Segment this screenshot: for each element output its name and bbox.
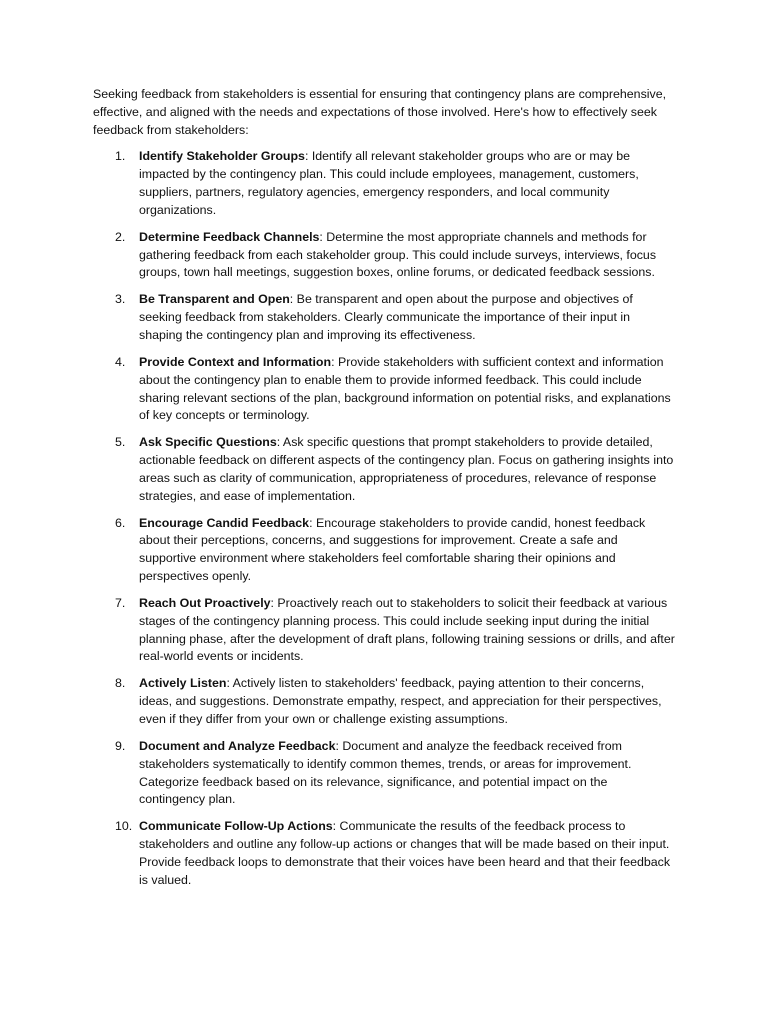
item-number: 1.	[115, 149, 126, 164]
item-text: : Provide stakeholders with sufficient context and information about the contingency plan to enable them to provide informed feedback. This could include sharing relevant sections of the plan, background information on potential risks, and explanations of key concepts or terminology.	[139, 354, 671, 423]
item-text: : Encourage stakeholders to provide candid, honest feedback about their perceptions, concerns, and suggestions for improvement. Create a safe and supportive environment where stakeholders feel comfortable sharing their opinions and perspectives openly.	[139, 515, 646, 584]
item-title: Encourage Candid Feedback	[139, 515, 310, 530]
item-text: : Document and analyze the feedback received from stakeholders systematically to identify common themes, trends, or areas for improvement. Categorize feedback based on its relevance, significance, and potential impact on the contingency plan.	[139, 739, 632, 807]
item-text: : Proactively reach out to stakeholders to solicit their feedback at various stages of the contingency planning process. This could include seeking input during the initial planning phase, after the development of draft plans, following training sessions or drills, and after real-world events or incidents.	[139, 596, 675, 664]
list-item	[93, 434, 675, 505]
item-title: Provide Context and Information	[139, 354, 332, 369]
list-item	[93, 818, 675, 889]
list-item	[93, 515, 675, 586]
document-page	[93, 86, 675, 899]
item-title: Document and Analyze Feedback	[139, 739, 336, 753]
item-title: Be Transparent and Open	[139, 292, 290, 307]
item-number: 8.	[115, 676, 126, 691]
item-text: : Determine the most appropriate channels and methods for gathering feedback from each stakeholder group. This could include surveys, interviews, focus groups, town hall meetings, suggestion boxes, online forums, or dedicated feedback sessions.	[139, 229, 657, 280]
item-title: Determine Feedback Channels	[139, 229, 320, 244]
list-item	[93, 738, 675, 809]
item-title: Identify Stakeholder Groups	[139, 149, 305, 164]
item-title: Reach Out Proactively	[139, 596, 271, 611]
item-text: : Actively listen to stakeholders' feedback, paying attention to their concerns, ideas, and suggestions. Demonstrate empathy, respect, and appreciation for their perspectives, even if they differ from your own or challenge existing assumptions.	[139, 676, 662, 727]
item-number: 7.	[115, 596, 126, 611]
list-item	[93, 148, 675, 219]
list-item	[93, 595, 675, 666]
item-number: 10.	[115, 819, 133, 834]
item-number: 2.	[115, 229, 126, 244]
item-title: Actively Listen	[139, 676, 227, 691]
item-number: 6.	[115, 515, 126, 530]
item-number: 4.	[115, 354, 126, 369]
intro-paragraph: Seeking feedback from stakeholders is essential for ensuring that contingency plans are comprehensive, effective, and aligned with the needs and expectations of those involved. Here's how to effectively seek feedback from stakeholders:	[93, 87, 667, 137]
list-item	[93, 291, 675, 344]
feedback-steps-list	[93, 148, 675, 889]
item-number: 9.	[115, 739, 126, 753]
item-title: Ask Specific Questions	[139, 435, 277, 450]
item-text: : Communicate the results of the feedback process to stakeholders and outline any follow-up actions or changes that will be made based on their input. Provide feedback loops to demonstrate that their voices have been heard and that their feedback is valued.	[139, 819, 671, 887]
item-number: 5.	[115, 435, 126, 450]
item-title: Communicate Follow-Up Actions	[139, 819, 333, 834]
list-item	[93, 229, 675, 282]
item-number: 3.	[115, 292, 126, 307]
item-text: : Ask specific questions that prompt stakeholders to provide detailed, actionable feedback on different aspects of the contingency plan. Focus on gathering insights into areas such as clarity of communication, appropriateness of procedures, relevance of response strategies, and ease of implementation.	[139, 435, 674, 503]
list-item	[93, 354, 675, 425]
item-text: : Be transparent and open about the purpose and objectives of seeking feedback from stakeholders. Clearly communicate the importance of their input in shaping the contingency plan and improving its effectiveness.	[139, 292, 633, 342]
item-text: : Identify all relevant stakeholder groups who are or may be impacted by the contingency plan. This could include employees, management, customers, suppliers, partners, regulatory agencies, emergency responders, and local community organizations.	[139, 149, 639, 217]
list-item	[93, 675, 675, 728]
